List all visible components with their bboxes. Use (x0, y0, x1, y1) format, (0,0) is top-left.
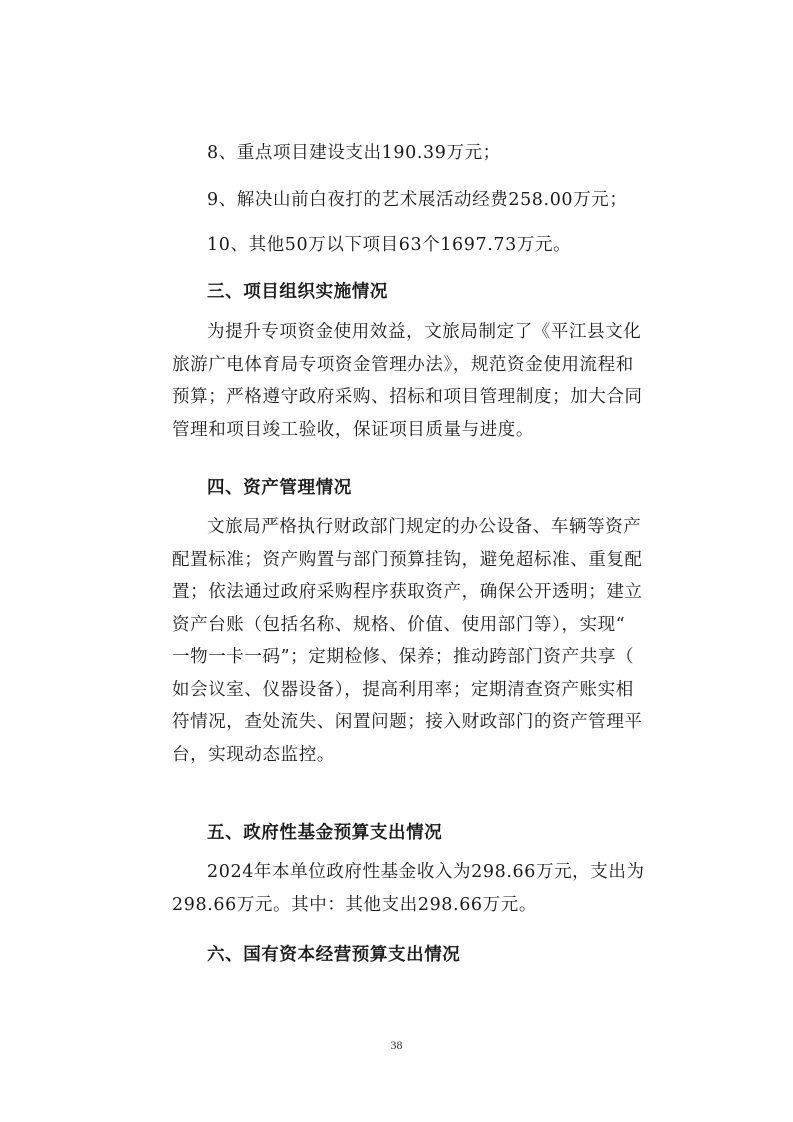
paragraph-line: 管理和项目竣工验收，保证项目质量与进度。 (172, 419, 534, 440)
item-line-8: 8、重点项目建设支出190.39万元； (207, 143, 501, 163)
paragraph-line: 预算；严格遵守政府采购、招标和项目管理制度；加大合同 (172, 387, 643, 407)
paragraph-line: 配置标准；资产购置与部门预算挂钩，避免超标准、重复配 (172, 549, 643, 570)
paragraph-line: 符情况，查处流失、闲置问题；接入财政部门的资产管理平 (172, 712, 643, 732)
page-number: 38 (390, 1038, 403, 1052)
paragraph-line: 旅游广电体育局专项资金管理办法》，规范资金使用流程和 (172, 354, 634, 375)
section-heading-5: 五、政府性基金预算支出情况 (207, 823, 443, 843)
section-3-paragraph (172, 316, 643, 446)
paragraph-line: 298.66万元。其中：其他支出298.66万元。 (172, 894, 537, 915)
section-heading-3: 三、项目组织实施情况 (207, 282, 388, 302)
paragraph-line: 如会议室、仪器设备），提高利用率；定期清查资产账实相 (172, 679, 634, 700)
item-line-10: 10、其他50万以下项目63个1697.73万元。 (207, 235, 572, 255)
section-heading-6: 六、国有资本经营预算支出情况 (207, 945, 461, 965)
paragraph-line: 2024年本单位政府性基金收入为298.66万元，支出为 (207, 862, 645, 882)
paragraph-line: 一物一卡一码”；定期检修、保养；推动跨部门资产共享（ (172, 647, 635, 667)
section-5-paragraph (172, 856, 645, 921)
section-4-paragraph (172, 511, 643, 771)
paragraph-line: 资产台账（包括名称、规格、价值、使用部门等），实现“ (172, 614, 626, 635)
item-line-9: 9、解决山前白夜打的艺术展活动经费258.00万元； (207, 190, 628, 210)
paragraph-line: 为提升专项资金使用效益，文旅局制定了《平江县文化 (207, 322, 642, 342)
paragraph-line: 文旅局严格执行财政部门规定的办公设备、车辆等资产 (207, 517, 642, 537)
paragraph-line: 置；依法通过政府采购程序获取资产，确保公开透明；建立 (172, 582, 643, 602)
section-heading-4: 四、资产管理情况 (207, 478, 352, 498)
paragraph-line: 台，实现动态监控。 (172, 744, 335, 765)
